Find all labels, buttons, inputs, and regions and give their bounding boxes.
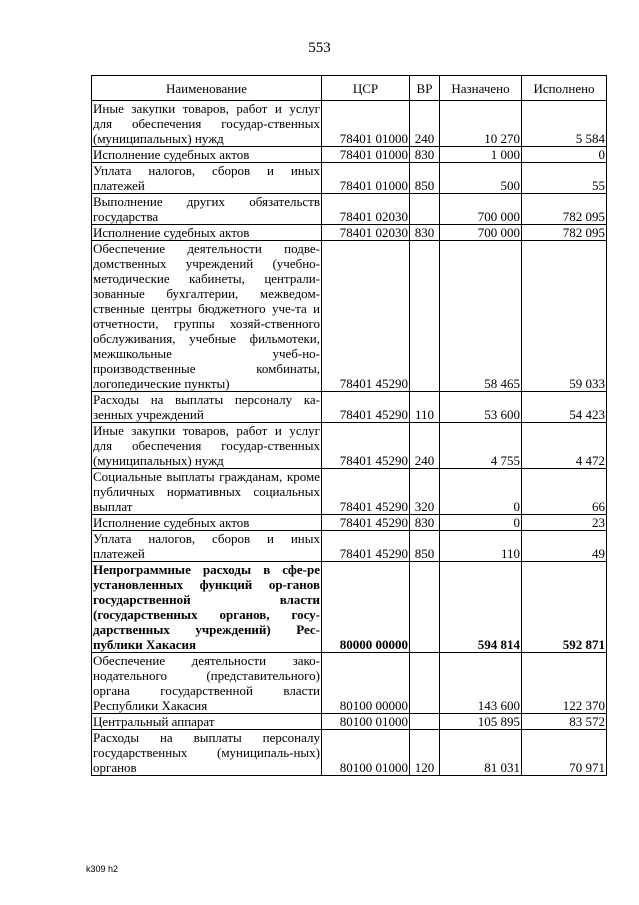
row-planned: 0 [440, 515, 522, 531]
row-executed: 782 095 [522, 194, 607, 225]
row-vr: 830 [410, 147, 440, 163]
row-planned: 500 [440, 163, 522, 194]
row-name: Исполнение судебных актов [92, 147, 322, 163]
row-name: Обеспечение деятельности подве-домственных учреждений (учебно-методические кабинеты, централи-зованные бухгалтерии, межведом-ственные центры бюджетного уче-та и отчетности, группы хозяй-ственного обслуживания, учебные фильмотеки, межшкольные учеб-но-производственные комбинаты, логопедические пункты) [93, 241, 320, 391]
table-row [92, 101, 607, 147]
row-vr [410, 653, 440, 714]
header-csr: ЦСР [322, 76, 410, 101]
footer-code: k309 h2 [86, 864, 119, 874]
row-planned: 110 [440, 531, 522, 562]
table-row [92, 241, 607, 392]
row-vr: 240 [410, 101, 440, 147]
row-name: Исполнение судебных актов [92, 225, 322, 241]
row-executed: 5 584 [522, 101, 607, 147]
row-planned: 105 895 [440, 714, 522, 730]
row-name: Расходы на выплаты персоналу ка-зенных учреждений [93, 392, 320, 422]
table-row [92, 163, 607, 194]
row-planned: 58 465 [440, 241, 522, 392]
row-name: Иные закупки товаров, работ и услуг для обеспечения государ-ственных (муниципальных) нужд [93, 101, 320, 146]
row-executed: 55 [522, 163, 607, 194]
table-row [92, 469, 607, 515]
row-name: Уплата налогов, сборов и иных платежей [93, 163, 320, 193]
row-planned: 81 031 [440, 730, 522, 776]
row-planned: 4 755 [440, 423, 522, 469]
row-vr: 240 [410, 423, 440, 469]
row-csr: 80100 01000 [322, 730, 410, 776]
row-executed: 49 [522, 531, 607, 562]
table-row [92, 147, 607, 163]
row-name: Уплата налогов, сборов и иных платежей [93, 531, 320, 561]
row-name: Обеспечение деятельности зако-нодательного (представительного) органа государственной власти Республики Хакасия [93, 653, 320, 713]
header-vr: ВР [410, 76, 440, 101]
row-name: Исполнение судебных актов [92, 515, 322, 531]
row-planned: 10 270 [440, 101, 522, 147]
row-executed: 66 [522, 469, 607, 515]
row-vr [410, 562, 440, 653]
header-executed: Исполнено [522, 76, 607, 101]
row-executed: 59 033 [522, 241, 607, 392]
row-planned: 143 600 [440, 653, 522, 714]
row-vr: 110 [410, 392, 440, 423]
row-csr: 78401 45290 [322, 392, 410, 423]
row-vr: 850 [410, 163, 440, 194]
row-csr: 78401 45290 [322, 515, 410, 531]
page-number: 553 [308, 40, 331, 56]
row-executed: 0 [522, 147, 607, 163]
row-csr: 78401 02030 [322, 194, 410, 225]
row-csr: 78401 45290 [322, 423, 410, 469]
table-row [92, 194, 607, 225]
row-csr: 80100 01000 [322, 714, 410, 730]
row-csr: 78401 45290 [322, 531, 410, 562]
table-row [92, 653, 607, 714]
row-csr: 78401 01000 [322, 147, 410, 163]
row-executed: 54 423 [522, 392, 607, 423]
row-vr: 120 [410, 730, 440, 776]
row-csr: 78401 01000 [322, 163, 410, 194]
table-row [92, 531, 607, 562]
row-planned: 700 000 [440, 225, 522, 241]
budget-table [91, 75, 607, 776]
row-name: Непрограммные расходы в сфе-ре установленных функций ор-ганов государственной власти (государственных органов, госу-дарственных учреждений) Рес-публики Хакасия [93, 562, 320, 652]
row-name: Иные закупки товаров, работ и услуг для обеспечения государ-ственных (муниципальных) нужд [93, 423, 320, 468]
row-name: Социальные выплаты гражданам, кроме публичных нормативных социальных выплат [93, 469, 320, 514]
row-name: Расходы на выплаты персоналу государственных (муниципаль-ных) органов [93, 730, 320, 775]
table-row [92, 515, 607, 531]
row-planned: 53 600 [440, 392, 522, 423]
table-header-row [92, 76, 607, 101]
row-csr: 80000 00000 [322, 562, 410, 653]
row-vr: 850 [410, 531, 440, 562]
row-vr: 830 [410, 225, 440, 241]
row-name: Центральный аппарат [92, 714, 322, 730]
row-vr [410, 714, 440, 730]
row-vr: 320 [410, 469, 440, 515]
row-csr: 78401 02030 [322, 225, 410, 241]
row-executed: 782 095 [522, 225, 607, 241]
row-csr: 78401 01000 [322, 101, 410, 147]
table-row [92, 730, 607, 776]
row-csr: 78401 45290 [322, 469, 410, 515]
row-planned: 700 000 [440, 194, 522, 225]
header-name: Наименование [92, 76, 322, 101]
table-row [92, 225, 607, 241]
row-executed: 70 971 [522, 730, 607, 776]
table-row [92, 423, 607, 469]
table-row [92, 392, 607, 423]
table-body [92, 101, 607, 776]
row-vr: 830 [410, 515, 440, 531]
row-vr [410, 241, 440, 392]
row-planned: 0 [440, 469, 522, 515]
row-executed: 4 472 [522, 423, 607, 469]
table-row [92, 562, 607, 653]
header-planned: Назначено [440, 76, 522, 101]
row-name: Выполнение других обязательств государства [93, 194, 320, 224]
row-executed: 592 871 [522, 562, 607, 653]
row-executed: 23 [522, 515, 607, 531]
row-vr [410, 194, 440, 225]
row-planned: 1 000 [440, 147, 522, 163]
row-executed: 122 370 [522, 653, 607, 714]
row-csr: 78401 45290 [322, 241, 410, 392]
row-csr: 80100 00000 [322, 653, 410, 714]
row-planned: 594 814 [440, 562, 522, 653]
row-executed: 83 572 [522, 714, 607, 730]
table-row [92, 714, 607, 730]
